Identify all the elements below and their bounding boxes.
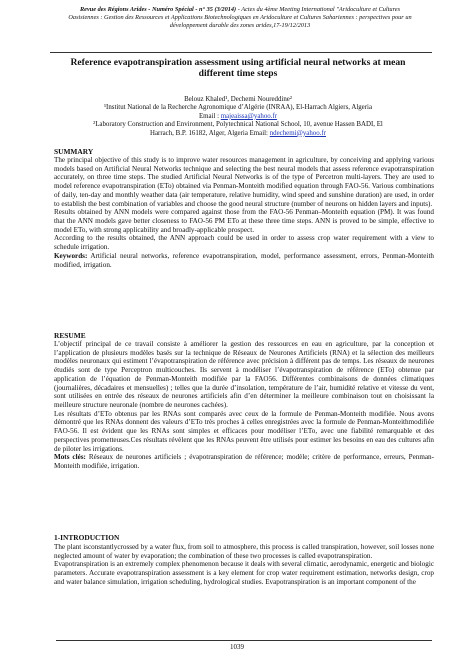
summary-heading: SUMMARY [54, 147, 94, 156]
summary-paragraph-1: The principal objective of this study is to improve water resources management in agriculture, by conceiving and applying various models based on Artificial Neural Networks technique and selecting the best neural models that assess reference evapotranspiration accurately, on three time steps. The studied Artificial Neural Networks is of the type of Percetron multi-layers. They are used to model reference evapotranspiration (ETo) obtained via Penman-Monteith modified equation through FAO-56. Various combinations of daily, ten-day and monthly weather data (air temperature, relative humidity, wind speed and sunshine duration) are used, in order to establish the best combination of variables and choose the good neural structure (number of neurons on hidden layers and inputs). [54, 156, 434, 208]
header-line-2: Oasisiennes : Gestion des Ressources et Applications Biotechnologiques en Aridoculture et Cultures Sahariennes : perspectives pour un [68, 13, 412, 21]
affiliation-2a: ²Laboratory Construction and Environment, Polytechnical National School, 10, avenue Hassen BADI, El [93, 121, 383, 129]
resume-paragraph-1: L’objectif principal de ce travail consiste à améliorer la gestion des ressources en eau en agriculture, par la conception et l’application de plusieurs modèles basés sur la technique de Réseaux de Neurones Artificiels (RNA) et la sélection des meilleurs modèles neuronaux qui estiment l’évapotranspiration de référence avec précision à différent pas de temps. Les réseaux de neurones étudiés sont de type Perceptron multicouches. Ils servent à modéliser l’évapotranspiration de référence (ETo) obtenue par application de l’équation de Penman-Monteith modifiée par la FAO56. Différentes combinaisons de données climatiques (journalières, décadaires et mensuelles) ; telles que la durée d’insolation, température de l’air, humidité relative et vitesse du vent, sont utilisées en entrée des réseaux de neurones artificiels afin d’en déterminer la meilleure combinaison tout en choisissant la meilleure structure neuronale (nombre de neurones cachées). [54, 340, 434, 410]
summary-keywords [54, 252, 434, 269]
affiliation-2b [40, 130, 436, 138]
resume-body [54, 340, 434, 471]
mots-cles-text: Réseaux de neurones artificiels ; évapotranspiration de référence; modèle; critère de performance, erreurs, Penman-Monteith modifiée, irrigation. [54, 453, 434, 471]
header-rule [50, 52, 432, 53]
keywords-text: Artificial neural networks, reference evapotranspiration, model, performance assessment, errors, Penman-Monteith modified, irrigation. [54, 251, 434, 269]
author-names: Belouz Khaled¹, Dechemi Noureddine² [184, 96, 292, 103]
email-label: Email : [198, 112, 221, 120]
paper-title: Reference evapotranspiration assessment using artificial neural networks at mean different time steps [70, 57, 406, 79]
summary-body [54, 156, 434, 269]
keywords-label: Keywords: [54, 251, 88, 260]
page-number: 1039 [230, 643, 244, 651]
journal-header [50, 6, 430, 29]
affiliation-1: ¹Institut National de la Recherche Agronomique d’Algérie (INRAA), El-Harrach Algiers, Algeria [103, 104, 373, 112]
header-line-3: développement durable des zones arides,17-19/12/2013 [169, 21, 311, 29]
email-link-2[interactable]: ndechemi@yahoo.fr [269, 129, 326, 137]
author-block [40, 96, 436, 138]
header-journal-name: Revue des Régions Arides - Numéro Spécial - n° 35 (3/2014) [79, 6, 237, 13]
intro-paragraph-1: The plant isconstantlycrossed by a water flux, from soil to atmosphere, this process is called transpiration, however, soil losses none neglected amount of water by evaporation; the combination of these two processes is called evapotranspiration. [54, 543, 434, 560]
header-meeting: - Actes du 4ème Meeting International ''Aridoculture et Cultures [236, 6, 401, 13]
summary-paragraph-3: According to the results obtained, the ANN approach could be used in order to assess crop water requirement with a view to schedule irrigation. [54, 234, 434, 252]
introduction-body [54, 543, 434, 587]
mots-cles-label: Mots clés: [54, 453, 86, 462]
footer-rule [56, 640, 432, 641]
summary-paragraph-2: Results obtained by ANN models were compared against those from the FAO-56 Penman–Monteith equation (PM). It was found that the ANN models gave better closeness to FAO-56 PM ETo at these three time steps. ANN is proved to be simple, effective to model ETo, with strong applicability and broadly-applicable prospect. [54, 208, 434, 234]
introduction-heading: 1-INTRODUCTION [54, 533, 120, 542]
resume-keywords [54, 453, 434, 470]
email-line-1 [40, 113, 436, 121]
email-link-1[interactable]: majeaissa@yahoo.fr [220, 112, 278, 120]
resume-paragraph-2: Les résultats d’ETo obtenus par les RNAs sont comparés avec ceux de la formule de Penman-Monteith modifiée. Nous avons démontré que les RNAs donnent des valeurs d’ETo très proches à celles enregistrées avec la formule de Penman-Monteithmodifiée FAO-56. Il est évident que les RNAs sont simples et efficaces pour modéliser l’ETo, avec une fiabilité remarquable et des perspectives prometteuses.Ces résultats révèlent que les RNAs peuvent être utilisés pour estimer les besoins en eau des cultures afin de piloter les irrigations. [54, 409, 434, 453]
header-line-1 [50, 6, 430, 14]
resume-heading: RESUME [54, 331, 86, 340]
affiliation-2b-text: Harrach, B.P. 16182, Alger, Algeria Email: [149, 129, 270, 137]
intro-paragraph-2: Evapotranspiration is an extremely complex phenomenon because it deals with several climatic, aerodynamic, energetic and biologic parameters. Accurate evapotranspiration assessment is a key element for crop water requirement estimation, networks design, crop and water balance simulation, irrigation scheduling, hydrological studies. Evapotranspiration is an important component of the [54, 560, 434, 586]
